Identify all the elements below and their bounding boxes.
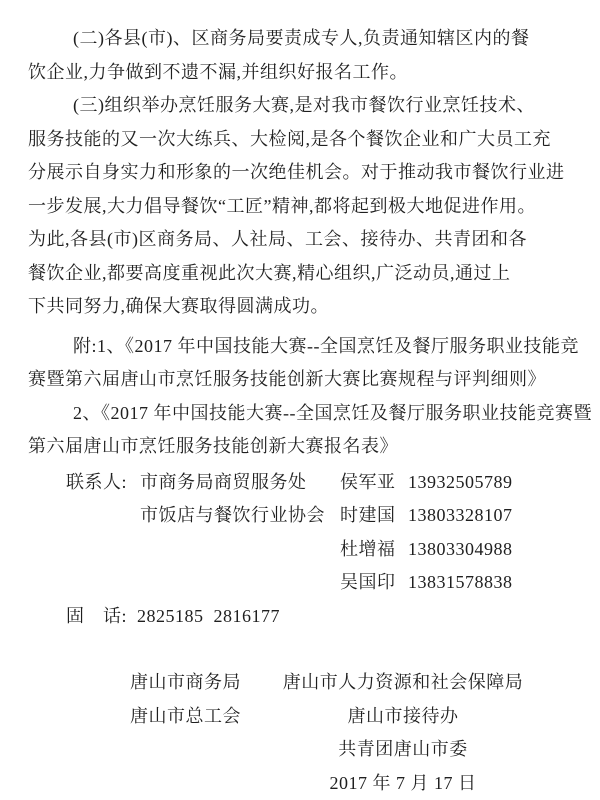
contact-phone: 13803328107 <box>408 505 513 525</box>
contact-name: 吴国印 <box>340 572 396 592</box>
attachment-1-line: 赛暨第六届唐山市烹饪服务技能创新大赛比赛规程与评判细则》 <box>28 369 546 389</box>
signature-row <box>28 733 556 767</box>
signature-org: 共青团唐山市委 <box>338 739 468 759</box>
contact-row <box>28 466 556 500</box>
landline-label: 固 话: <box>66 605 128 626</box>
landline-number: 2816177 <box>213 605 281 626</box>
signature-date: 2017 年 7 月 17 日 <box>329 772 477 793</box>
signature-row <box>28 700 556 734</box>
paragraph-3-line: 一步发展,大力倡导餐饮“工匠”精神,都将起到极大地促进作用。 <box>28 195 536 216</box>
paragraph-3-line: (三)组织举办烹饪服务大赛,是对我市餐饮行业烹饪技术、 <box>73 95 535 115</box>
attachment-1-line: 附:1、《2017 年中国技能大赛--全国烹饪及餐厅服务职业技能竞 <box>73 335 579 356</box>
paragraph-2-line: 饮企业,力争做到不遗不漏,并组织好报名工作。 <box>28 61 408 82</box>
contact-label <box>66 566 140 600</box>
signature-block <box>28 666 556 800</box>
signature-spacer <box>130 767 250 800</box>
landline-row <box>28 600 556 634</box>
contact-phone: 13831578838 <box>408 572 513 592</box>
contact-row <box>28 533 556 567</box>
contact-row <box>28 566 556 600</box>
contact-label <box>66 499 140 533</box>
contact-org: 市饭店与餐饮行业协会 <box>140 505 325 525</box>
contact-name: 杜增福 <box>340 538 396 559</box>
contact-org: 市商务局商贸服务处 <box>140 471 307 492</box>
contact-org <box>140 566 340 600</box>
paragraph-3-line: 分展示自身实力和形象的一次绝佳机会。对于推动我市餐饮行业进 <box>28 162 565 182</box>
signature-org <box>130 733 250 767</box>
contact-label: 联系人: <box>66 471 128 492</box>
paragraph-3 <box>28 89 565 324</box>
attachment-2-line: 第六届唐山市烹饪服务技能创新大赛报名表》 <box>28 436 398 456</box>
signature-row <box>28 666 556 700</box>
signature-org: 唐山市接待办 <box>347 705 459 726</box>
contact-block <box>28 466 556 634</box>
paragraph-3-line: 餐饮企业,都要高度重视此次大赛,精心组织,广泛动员,通过上 <box>28 262 511 283</box>
landline-number: 2825185 <box>137 605 204 626</box>
paragraph-3-line: 服务技能的又一次大练兵、大检阅,是各个餐饮企业和广大员工充 <box>28 128 551 149</box>
paragraph-3-line: 下共同努力,确保大赛取得圆满成功。 <box>28 296 329 316</box>
paragraph-2 <box>28 22 556 89</box>
attachment-2-line: 2、《2017 年中国技能大赛--全国烹饪及餐厅服务职业技能竞赛暨 <box>73 402 592 423</box>
signature-org: 唐山市总工会 <box>130 705 241 726</box>
paragraph-3-line: 为此,各县(市)区商务局、人社局、工会、接待办、共青团和各 <box>28 229 527 249</box>
contact-row <box>28 499 556 533</box>
contact-name: 侯军亚 <box>340 471 396 492</box>
signature-org: 唐山市人力资源和社会保障局 <box>282 672 524 692</box>
paragraph-2-line: (二)各县(市)、区商务局要责成专人,负责通知辖区内的餐 <box>73 28 530 48</box>
contact-name: 时建国 <box>340 505 396 525</box>
contact-label <box>66 533 140 567</box>
contact-org <box>140 533 340 567</box>
attachment-list <box>28 330 592 464</box>
contact-phone: 13803304988 <box>408 538 513 559</box>
signature-date-row <box>28 767 556 800</box>
signature-org: 唐山市商务局 <box>130 672 241 692</box>
contact-phone: 13932505789 <box>408 471 513 492</box>
